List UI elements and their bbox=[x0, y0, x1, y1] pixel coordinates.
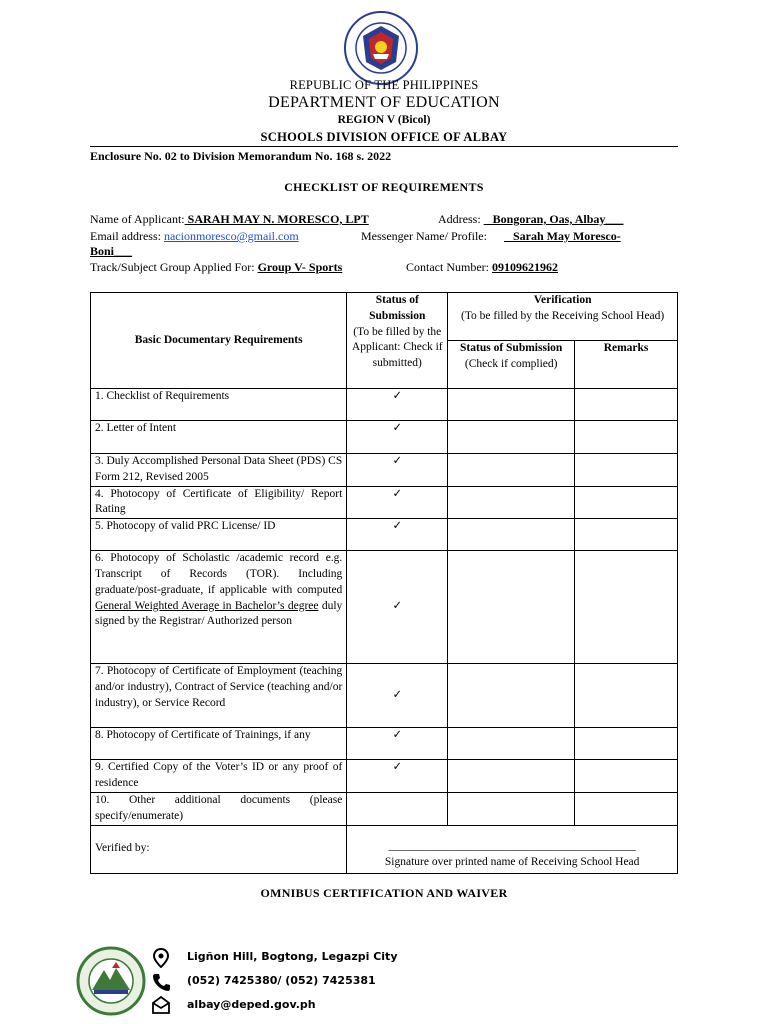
verification-status-cell[interactable] bbox=[448, 421, 575, 454]
email-row bbox=[90, 229, 299, 244]
verification-status-cell[interactable] bbox=[448, 486, 575, 519]
location-pin-icon bbox=[151, 948, 171, 968]
requirement-text: 4. Photocopy of Certificate of Eligibility/ Report Rating bbox=[91, 486, 347, 519]
status-check-mark[interactable]: ✓ bbox=[347, 389, 448, 421]
remarks-cell[interactable] bbox=[575, 664, 678, 728]
contact-value: 09109621962 bbox=[491, 260, 558, 274]
verification-status-cell[interactable] bbox=[448, 454, 575, 487]
status-check-cell[interactable] bbox=[347, 792, 448, 825]
footer-email[interactable]: albay@deped.gov.ph bbox=[187, 998, 316, 1011]
checklist-title: CHECKLIST OF REQUIREMENTS bbox=[284, 180, 484, 194]
verification-status-cell[interactable] bbox=[448, 389, 575, 421]
signature-caption: Signature over printed name of Receiving School Head bbox=[384, 855, 640, 868]
table-row bbox=[91, 454, 678, 487]
table-row bbox=[91, 486, 678, 519]
contact-label: Contact Number: bbox=[406, 260, 489, 274]
deped-seal-logo bbox=[343, 10, 419, 86]
remarks-cell[interactable] bbox=[575, 519, 678, 551]
region-heading: REGION V (Bicol) bbox=[337, 114, 431, 126]
contact-row bbox=[406, 260, 558, 275]
verification-status-cell[interactable] bbox=[448, 760, 575, 793]
verification-status-cell[interactable] bbox=[448, 664, 575, 728]
status-check-mark[interactable]: ✓ bbox=[347, 486, 448, 519]
requirement-text: 3. Duly Accomplished Personal Data Sheet (PDS) CS Form 212, Revised 2005 bbox=[91, 454, 347, 487]
department-heading: DEPARTMENT OF EDUCATION bbox=[268, 94, 500, 111]
verified-by-row bbox=[91, 825, 678, 873]
verification-status-cell[interactable] bbox=[448, 519, 575, 551]
status-check-mark[interactable]: ✓ bbox=[347, 454, 448, 487]
track-label: Track/Subject Group Applied For: bbox=[90, 260, 255, 274]
table-row bbox=[91, 792, 678, 825]
footer-phone: (052) 7425380/ (052) 7425381 bbox=[187, 974, 376, 987]
status-check-mark[interactable]: ✓ bbox=[347, 421, 448, 454]
col-header-verification: Verification (To be filled by the Receiving School Head) bbox=[448, 293, 678, 341]
applicant-name-value: SARAH MAY N. MORESCO, LPT bbox=[184, 212, 369, 226]
requirement-text: 1. Checklist of Requirements bbox=[91, 389, 347, 421]
requirements-table bbox=[90, 292, 678, 874]
table-row bbox=[91, 519, 678, 551]
enclosure-line: Enclosure No. 02 to Division Memorandum No. 168 s. 2022 bbox=[90, 149, 392, 163]
verified-by-label: Verified by: bbox=[91, 825, 347, 873]
messenger-value-continued-row bbox=[90, 244, 132, 259]
requirement-text: 8. Photocopy of Certificate of Trainings, if any bbox=[91, 728, 347, 760]
table-row bbox=[91, 551, 678, 664]
table-row bbox=[91, 664, 678, 728]
footer-address: Ligñon Hill, Bogtong, Legazpi City bbox=[187, 950, 398, 963]
applicant-name-row bbox=[90, 212, 369, 227]
status-check-mark[interactable]: ✓ bbox=[347, 551, 448, 664]
requirement-text: 9. Certified Copy of the Voter’s ID or any proof of residence bbox=[91, 760, 347, 793]
requirement-text: 7. Photocopy of Certificate of Employment (teaching and/or industry), Contract of Service (teaching and/or industry), or Service Record bbox=[91, 664, 347, 728]
messenger-label: Messenger Name/ Profile: bbox=[361, 229, 487, 243]
remarks-cell[interactable] bbox=[575, 486, 678, 519]
table-row bbox=[91, 760, 678, 793]
remarks-cell[interactable] bbox=[575, 421, 678, 454]
track-row bbox=[90, 260, 342, 275]
col-header-remarks: Remarks bbox=[575, 341, 678, 389]
table-row bbox=[91, 421, 678, 454]
remarks-cell[interactable] bbox=[575, 454, 678, 487]
remarks-cell[interactable] bbox=[575, 551, 678, 664]
status-check-mark[interactable]: ✓ bbox=[347, 760, 448, 793]
signature-line: ___________________________________________ bbox=[388, 840, 636, 853]
address-row bbox=[438, 212, 623, 227]
remarks-cell[interactable] bbox=[575, 760, 678, 793]
requirement-text: 2. Letter of Intent bbox=[91, 421, 347, 454]
signature-cell[interactable] bbox=[347, 825, 678, 873]
envelope-icon bbox=[151, 995, 171, 1015]
remarks-cell[interactable] bbox=[575, 792, 678, 825]
division-heading: SCHOOLS DIVISION OFFICE OF ALBAY bbox=[260, 130, 508, 144]
applicant-name-label: Name of Applicant: bbox=[90, 212, 185, 226]
email-label: Email address: bbox=[90, 229, 161, 243]
status-check-mark[interactable]: ✓ bbox=[347, 728, 448, 760]
republic-heading: REPUBLIC OF THE PHILIPPINES bbox=[289, 78, 479, 92]
address-value: Bongoran, Oas, Albay___ bbox=[483, 212, 624, 226]
remarks-cell[interactable] bbox=[575, 389, 678, 421]
header-divider bbox=[90, 146, 678, 147]
verification-status-cell[interactable] bbox=[448, 792, 575, 825]
status-check-mark[interactable]: ✓ bbox=[347, 519, 448, 551]
address-label: Address: bbox=[438, 212, 481, 226]
verification-status-cell[interactable] bbox=[448, 728, 575, 760]
phone-icon bbox=[151, 972, 171, 992]
status-check-mark[interactable]: ✓ bbox=[347, 664, 448, 728]
division-of-albay-logo bbox=[76, 946, 146, 1016]
table-row bbox=[91, 728, 678, 760]
track-value: Group V- Sports bbox=[257, 260, 343, 274]
messenger-row bbox=[361, 229, 621, 244]
requirement-text: 6. Photocopy of Scholastic /academic record e.g. Transcript of Records (TOR). Including graduate/post-graduate, if applicable with computed General Weighted Average in Bachelor’s degree duly signed by the Registrar/ Authorized person bbox=[91, 551, 347, 664]
verification-status-cell[interactable] bbox=[448, 551, 575, 664]
requirement-text: 5. Photocopy of valid PRC License/ ID bbox=[91, 519, 347, 551]
messenger-value: Sarah May Moresco- bbox=[503, 229, 621, 243]
requirement-text: 10. Other additional documents (please specify/enumerate) bbox=[91, 792, 347, 825]
remarks-cell[interactable] bbox=[575, 728, 678, 760]
omnibus-heading: OMNIBUS CERTIFICATION AND WAIVER bbox=[260, 886, 508, 900]
messenger-value-continued: Boni___ bbox=[90, 244, 133, 258]
email-link[interactable]: nacionmoresco@gmail.com bbox=[163, 229, 299, 243]
col-header-requirements: Basic Documentary Requirements bbox=[91, 293, 347, 389]
col-header-verification-status: Status of Submission (Check if complied) bbox=[448, 341, 575, 389]
col-header-status: Status of Submission (To be filled by the Applicant: Check if submitted) bbox=[347, 293, 448, 389]
table-row bbox=[91, 389, 678, 421]
